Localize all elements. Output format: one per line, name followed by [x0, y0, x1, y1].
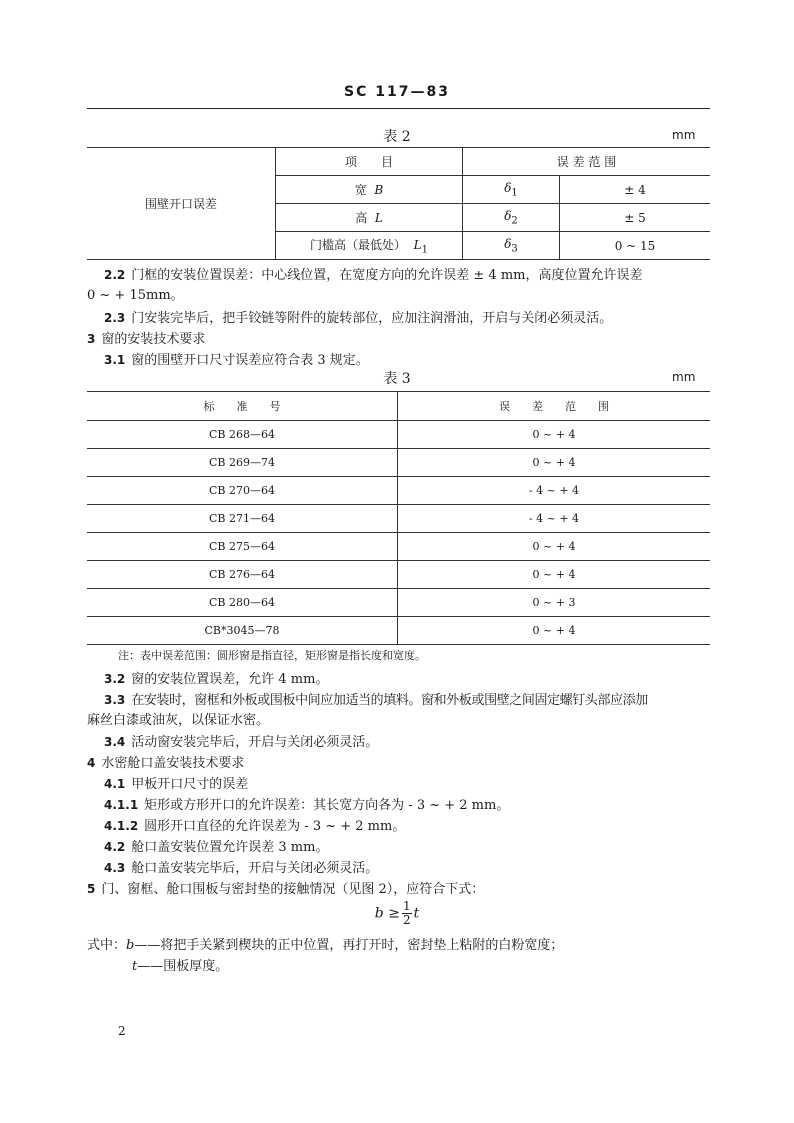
item-var: B: [374, 183, 384, 197]
table3-head-std: 标 准 号: [87, 392, 398, 421]
table-row: [87, 505, 710, 533]
table3-head-err: 误 差 范 围: [398, 392, 711, 421]
formula-fraction: [402, 900, 412, 927]
formula-operator: ≥: [388, 905, 400, 922]
table2-head-error: 误 差 范 围: [463, 148, 711, 176]
para-2-2-cont: 0 ~ + 15mm。: [87, 288, 184, 303]
para-number: 3.2: [104, 672, 126, 686]
table-row: [87, 392, 710, 421]
table2-group-label: [87, 148, 276, 260]
table3-caption: 表 3: [383, 371, 411, 387]
para-number: 2.2: [104, 268, 126, 282]
para-text: 圆形开口直径的允许误差为 - 3 ~ + 2 mm。: [144, 819, 406, 834]
table3-note: 注：表中误差范围：圆形窗是指直径，矩形窗是指长度和宽度。: [118, 649, 426, 662]
table3-cell-range: 0 ~ + 3: [398, 589, 711, 617]
symbol: δ: [504, 180, 512, 195]
para-text: 舱口盖安装完毕后，开启与关闭必须灵活。: [131, 861, 379, 876]
heading-4: [87, 753, 244, 774]
para-text: 舱口盖安装位置允许误差 3 mm。: [131, 840, 329, 855]
standard-code-header: SC 117—83: [344, 84, 450, 100]
table3-cell-std: CB 276—64: [87, 561, 398, 589]
table2-cell-range: ± 5: [560, 204, 711, 232]
table-row: [87, 449, 710, 477]
formula-denominator: 2: [402, 913, 411, 927]
para-4-1-2: [104, 816, 405, 837]
para-text: 窗的围壁开口尺寸误差应符合表 3 规定。: [131, 353, 369, 368]
definition-text: ——围板厚度。: [137, 959, 229, 974]
table3: [87, 391, 710, 645]
definition-t: [132, 957, 228, 977]
table2-cell-symbol: [463, 232, 560, 260]
table-row: [87, 477, 710, 505]
table2-cell-item: [276, 204, 463, 232]
formula-rhs: t: [413, 905, 420, 922]
para-number: 4.2: [104, 840, 126, 854]
item-var-sub: 1: [421, 244, 428, 256]
table3-unit: mm: [672, 370, 696, 384]
para-2-3: [104, 308, 714, 329]
table-row: [87, 589, 710, 617]
formula-lhs: b: [374, 905, 384, 922]
table2-group-label-text: 围壁开口误差: [144, 197, 217, 211]
table2-cell-symbol: [463, 176, 560, 204]
definition-var: b: [126, 938, 135, 953]
symbol: δ: [504, 208, 512, 223]
para-text: 矩形或方形开口的允许误差：其长宽方向各为 - 3 ~ + 2 mm。: [144, 798, 510, 813]
table2-head-item: 项 目: [276, 148, 463, 176]
heading-number: 3: [87, 332, 96, 346]
para-4-3: [104, 858, 378, 879]
para-number: 2.3: [104, 311, 126, 325]
para-text: 窗的安装位置误差，允许 4 mm。: [131, 672, 329, 687]
page-number: 2: [118, 1024, 126, 1038]
table2: [87, 147, 710, 260]
table3-cell-std: CB 280—64: [87, 589, 398, 617]
table2-unit: mm: [672, 128, 696, 142]
table2-caption: 表 2: [383, 129, 411, 145]
para-2-2: [104, 265, 714, 286]
symbol-sub: 1: [511, 187, 518, 199]
definition-prefix: 式中：: [87, 938, 127, 953]
table3-cell-range: 0 ~ + 4: [398, 617, 711, 645]
table3-cell-std: CB 270—64: [87, 477, 398, 505]
table2-cell-item: [276, 176, 463, 204]
para-number: 4.1: [104, 777, 126, 791]
heading-3: [87, 329, 205, 350]
para-3-3: [104, 690, 719, 711]
item-label: 高: [355, 211, 368, 225]
table3-cell-std: CB 269—74: [87, 449, 398, 477]
table3-cell-range: 0 ~ + 4: [398, 421, 711, 449]
table3-cell-range: - 4 ~ + 4: [398, 505, 711, 533]
item-var: L: [413, 237, 422, 252]
definition-var: t: [132, 959, 138, 974]
formula: [0, 900, 794, 927]
table2-cell-range: 0 ~ 15: [560, 232, 711, 260]
table-row: [87, 561, 710, 589]
table-row: [87, 148, 710, 176]
symbol-sub: 3: [511, 243, 518, 255]
table-row: [87, 421, 710, 449]
heading-text: 水密舱口盖安装技术要求: [101, 756, 245, 771]
para-3-2: [104, 669, 328, 690]
heading-number: 5: [87, 882, 96, 896]
para-text: 门安装完毕后，把手铰链等附件的旋转部位，应加注润滑油，开启与关闭必须灵活。: [131, 311, 613, 326]
table2-cell-symbol: [463, 204, 560, 232]
item-var: L: [374, 211, 383, 225]
formula-numerator: 1: [402, 899, 411, 913]
heading-5: [87, 879, 484, 900]
definition-text: ——将把手关紧到楔块的正中位置，再打开时，密封垫上粘附的白粉宽度；: [134, 938, 564, 953]
para-4-1-1: [104, 795, 509, 816]
heading-number: 4: [87, 756, 96, 770]
table3-cell-range: - 4 ~ + 4: [398, 477, 711, 505]
item-label: 门槛高（最低处）: [310, 237, 407, 252]
table-row: [87, 533, 710, 561]
symbol: δ: [504, 236, 512, 251]
definition-b: [87, 936, 563, 956]
table3-cell-range: 0 ~ + 4: [398, 449, 711, 477]
table2-cell-range: ± 4: [560, 176, 711, 204]
para-text: 在安装时，窗框和外板或围板中间应加适当的填料。窗和外板或围壁之间固定螺钉头部应添加: [131, 693, 648, 708]
symbol-sub: 2: [511, 215, 518, 227]
table2-cell-item: [276, 232, 463, 260]
table3-cell-std: CB 271—64: [87, 505, 398, 533]
table3-cell-std: CB*3045—78: [87, 617, 398, 645]
item-label: 宽: [354, 183, 367, 197]
para-4-2: [104, 837, 328, 858]
para-text: 活动窗安装完毕后，开启与关闭必须灵活。: [131, 735, 379, 750]
para-number: 3.4: [104, 735, 126, 749]
para-text: 门框的安装位置误差：中心线位置，在宽度方向的允许误差 ± 4 mm，高度位置允许误差: [131, 268, 643, 283]
para-number: 3.1: [104, 353, 126, 367]
table3-cell-std: CB 275—64: [87, 533, 398, 561]
para-text: 甲板开口尺寸的误差: [131, 777, 249, 792]
heading-text: 窗的安装技术要求: [101, 332, 206, 347]
table-row: [87, 617, 710, 645]
para-number: 3.3: [104, 693, 126, 707]
header-rule: [87, 108, 710, 109]
para-3-4: [104, 732, 378, 753]
table3-cell-std: CB 268—64: [87, 421, 398, 449]
para-number: 4.3: [104, 861, 126, 875]
heading-text: 门、窗框、舱口围板与密封垫的接触情况（见图 2），应符合下式：: [101, 882, 485, 897]
para-number: 4.1.2: [104, 819, 139, 833]
table3-cell-range: 0 ~ + 4: [398, 533, 711, 561]
para-4-1: [104, 774, 248, 795]
table3-cell-range: 0 ~ + 4: [398, 561, 711, 589]
para-number: 4.1.1: [104, 798, 139, 812]
para-3-3-cont: 麻丝白漆或油灰，以保证水密。: [87, 713, 270, 728]
